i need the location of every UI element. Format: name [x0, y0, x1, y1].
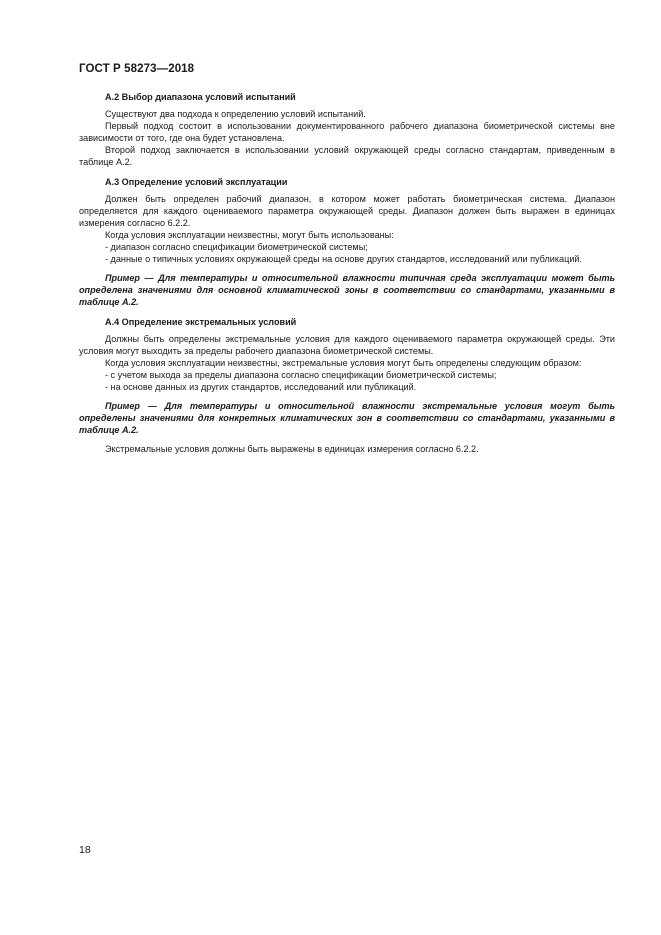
section-a3-list-item-1: - диапазон согласно спецификации биометрической системы;	[105, 242, 368, 253]
section-a3-paragraph-1: Должен быть определен рабочий диапазон, в котором может работать биометрическая система. Диапазон определяется для каждого оцениваемого параметра окружающей среды. Диапазон должен быть выражен в единицах измерения согласно 6.2.2.	[79, 193, 615, 228]
section-a4-paragraph-2: Когда условия эксплуатации неизвестны, экстремальные условия могут быть определены следующим образом:	[105, 357, 582, 368]
page-number: 18	[79, 844, 91, 856]
section-a3-paragraph-2: Когда условия эксплуатации неизвестны, могут быть использованы:	[105, 229, 394, 240]
section-a2-paragraph-1: Существуют два подхода к определению условий испытаний.	[105, 109, 366, 120]
section-a3-list-item-2: - данные о типичных условиях окружающей среды на основе других стандартов, исследований или публикаций.	[105, 254, 582, 265]
section-a4-list-item-2: - на основе данных из других стандартов, исследований или публикаций.	[105, 381, 417, 392]
section-a2-paragraph-2: Первый подход состоит в использовании документированного рабочего диапазона биометрической системы вне зависимости от того, где она будет установлена.	[79, 121, 615, 144]
section-a4-heading: А.4 Определение экстремальных условий	[105, 316, 297, 327]
section-a4-list-item-1: - с учетом выхода за пределы диапазона согласно спецификации биометрической системы;	[105, 369, 497, 380]
section-a2-paragraph-3: Второй подход заключается в использовании условий окружающей среды согласно стандартам, приведенным в таблице А.2.	[79, 145, 615, 168]
document-header: ГОСТ Р 58273—2018	[79, 63, 195, 75]
section-a4-paragraph-1: Должны быть определены экстремальные условия для каждого оцениваемого параметра окружающей среды. Эти условия могут выходить за пределы рабочего диапазона биометрической системы.	[79, 333, 615, 356]
document-body	[79, 91, 615, 455]
section-a3-example: Пример — Для температуры и относительной влажности типичная среда эксплуатации может быть определена значениями для основной климатической зоны в соответствии со стандартами, указанными в таблице А.2.	[79, 273, 615, 308]
section-a4-paragraph-3: Экстремальные условия должны быть выражены в единицах измерения согласно 6.2.2.	[105, 444, 479, 455]
section-a3-heading: А.3 Определение условий эксплуатации	[105, 176, 288, 187]
section-a2-heading: А.2 Выбор диапазона условий испытаний	[105, 92, 296, 102]
section-a4-example: Пример — Для температуры и относительной влажности экстремальные условия могут быть определены значениями для конкретных климатических зон в соответствии со стандартами, указанными в таблице А.2.	[79, 401, 615, 436]
